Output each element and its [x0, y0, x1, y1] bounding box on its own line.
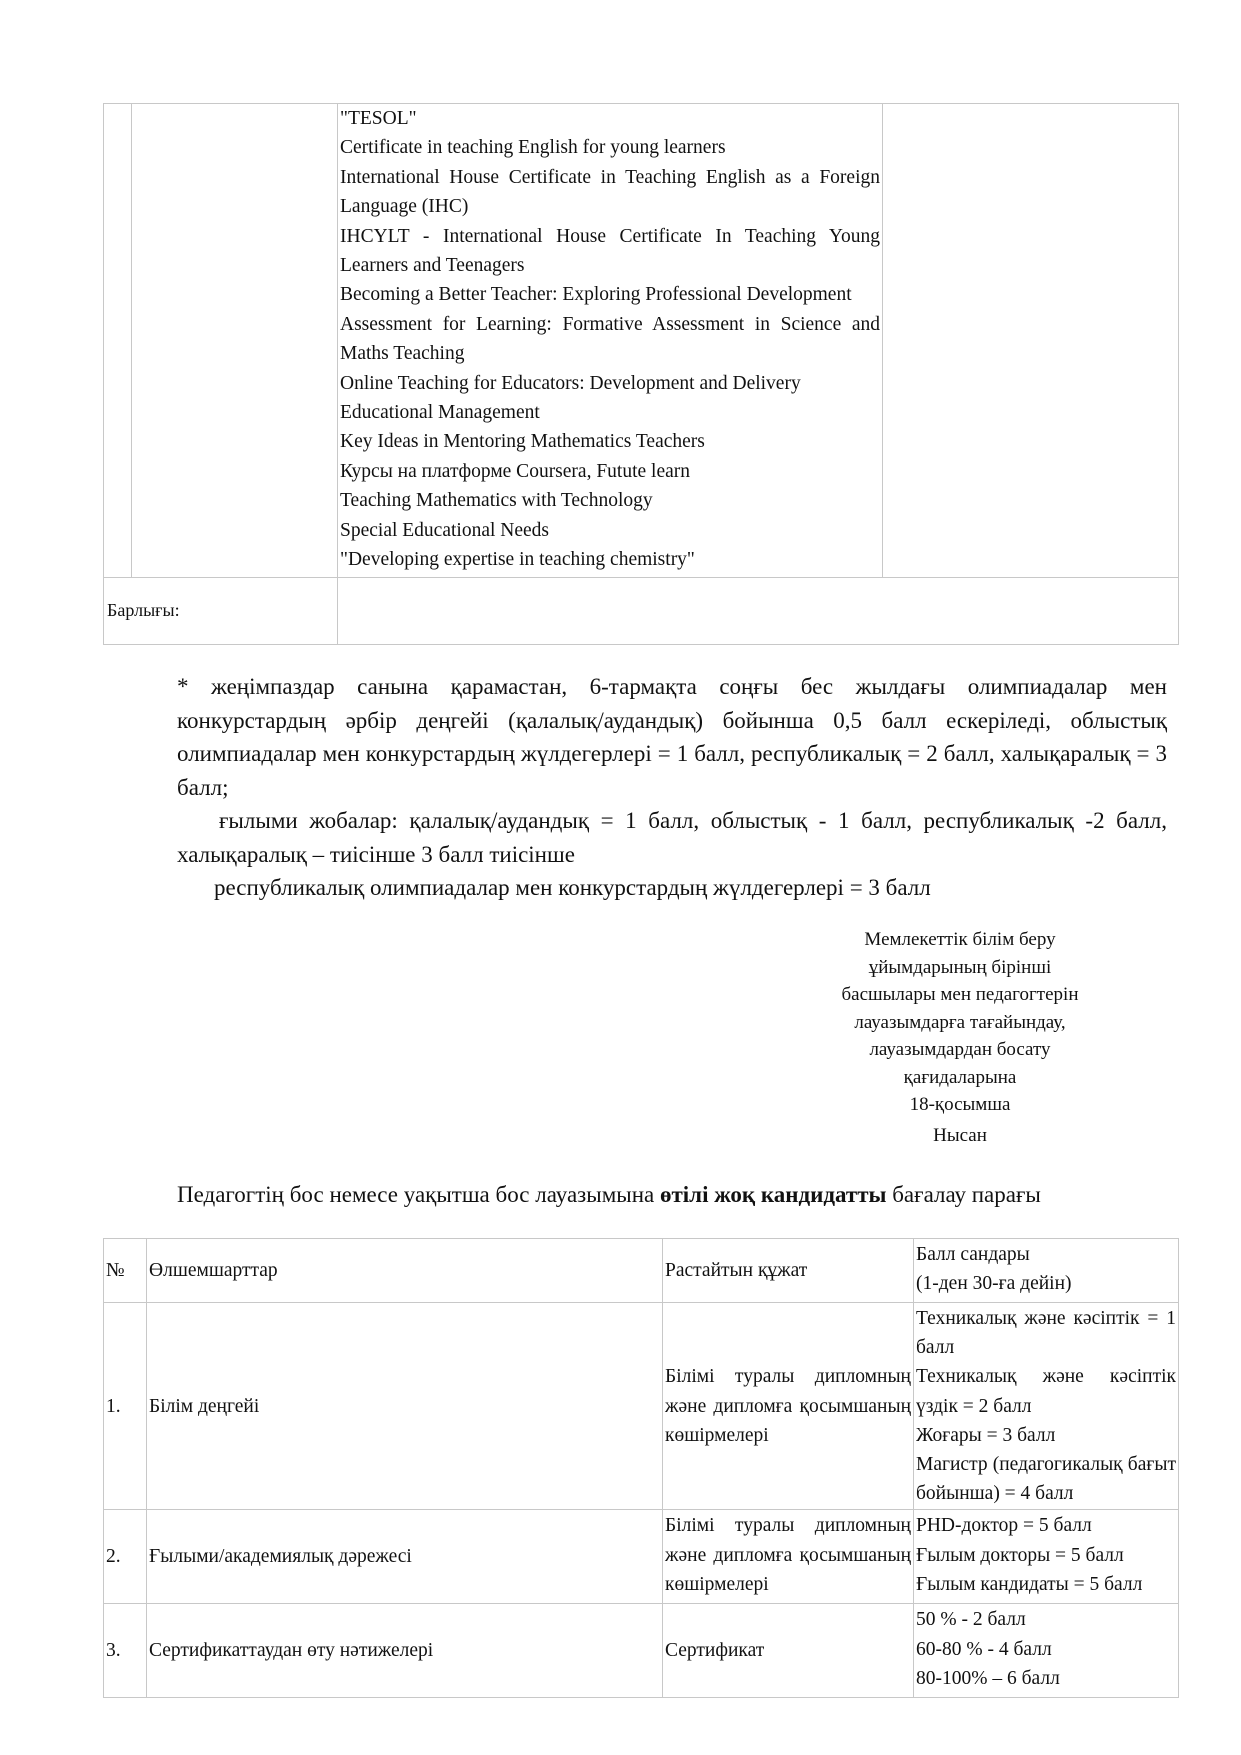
row-document: Сертификат: [663, 1604, 914, 1698]
appendix-line: лауазымдарға тағайындау,: [854, 1011, 1066, 1033]
header-document: Растайтын құжат: [663, 1239, 914, 1303]
empty-cell: [132, 104, 338, 578]
appendix-line: ұйымдарының бірінші: [868, 956, 1052, 978]
points-item: Магистр (педагогикалық бағыт бойынша) = 4 балл: [916, 1454, 1176, 1505]
row-document: Білімі туралы дипломның және дипломға қосымшаның көшірмелері: [663, 1510, 914, 1604]
sheet-title-before: Педагогтің бос немесе уақытша бос лауазымына: [177, 1182, 660, 1207]
sheet-title-after: бағалау парағы: [886, 1182, 1041, 1207]
row-num: 3.: [104, 1604, 147, 1698]
empty-cell: [883, 104, 1179, 578]
table-row: [104, 1510, 1179, 1604]
header-points: [914, 1239, 1179, 1303]
certificate-list: [338, 104, 883, 578]
sheet-title: [177, 1180, 1177, 1210]
certificate-item: Educational Management: [340, 402, 540, 424]
total-label: Барлығы:: [104, 577, 338, 644]
points-item: Ғылым докторы = 5 балл: [916, 1544, 1124, 1566]
appendix-line: басшылары мен педагогтерін: [841, 984, 1079, 1005]
points-item: Ғылым кандидаты = 5 балл: [916, 1573, 1143, 1595]
row-points: [914, 1303, 1179, 1510]
appendix-reference: [800, 926, 1120, 1149]
table-row: [104, 1604, 1179, 1698]
points-item: Техникалық және кәсіптік үздік = 2 балл: [916, 1366, 1176, 1417]
certificate-item: Teaching Mathematics with Technology: [340, 490, 653, 512]
header-num: №: [104, 1239, 147, 1303]
points-item: Техникалық және кәсіптік = 1 балл: [916, 1308, 1176, 1359]
row-points: [914, 1604, 1179, 1698]
header-criteria: Өлшемшарттар: [147, 1239, 663, 1303]
evaluation-table: [103, 1238, 1179, 1698]
empty-cell: [104, 104, 132, 578]
row-num: 1.: [104, 1303, 147, 1510]
certificate-item: Becoming a Better Teacher: Exploring Professional Development: [340, 284, 852, 306]
appendix-line: Мемлекеттік білім беру: [864, 929, 1056, 950]
total-row: [104, 577, 1179, 644]
table-header-row: [104, 1239, 1179, 1303]
points-item: 50 % - 2 балл: [916, 1609, 1026, 1631]
certificate-item: Special Educational Needs: [340, 519, 550, 541]
sheet-title-bold: өтілі жоқ кандидатты: [659, 1182, 887, 1207]
certificate-item: Certificate in teaching English for young learners: [340, 137, 726, 159]
row-criteria: Ғылыми/академиялық дәрежесі: [147, 1510, 663, 1604]
certificates-table: [103, 103, 1179, 645]
table-row: [104, 1303, 1179, 1510]
footnote-republican: республикалық олимпиадалар мен конкурстардың жүлдегерлері = 3 балл: [214, 875, 931, 900]
header-points-line: Балл сандары: [916, 1244, 1030, 1265]
certificates-row: [104, 104, 1179, 578]
certificate-item: Assessment for Learning: Formative Assessment in Science and Maths Teaching: [340, 313, 880, 365]
points-item: 80-100% – 6 балл: [916, 1667, 1060, 1689]
points-item: 60-80 % - 4 балл: [916, 1638, 1052, 1660]
total-value-cell: [338, 577, 1179, 644]
footnote-projects: ғылыми жобалар: қалалық/аудандық = 1 балл, облыстық - 1 балл, республикалық -2 балл, халықаралық – тиісінше 3 балл тиісінше: [177, 808, 1167, 867]
row-criteria: Білім деңгейі: [147, 1303, 663, 1510]
appendix-line: лауазымдардан босату: [869, 1039, 1051, 1060]
certificate-item: IHCYLT - International House Certificate In Teaching Young Learners and Teenagers: [340, 225, 880, 277]
certificate-item: International House Certificate in Teaching English as a Foreign Language (IHC): [340, 166, 880, 218]
form-label: Нысан: [933, 1124, 987, 1146]
footnote-olympiads: * жеңімпаздар санына қарамастан, 6-тармақта соңғы бес жылдағы олимпиадалар мен конкурстардың әрбір деңгейі (қалалық/аудандық) бойынша 0,5 балл ескеріледі, облыстық олимпиадалар мен конкурстардың жүлдегерлері = 1 балл, республикалық = 2 балл, халықаралық = 3 балл;: [177, 674, 1167, 800]
certificate-item: "TESOL": [340, 108, 417, 129]
certificate-item: Online Teaching for Educators: Development and Delivery: [340, 372, 801, 394]
row-num: 2.: [104, 1510, 147, 1604]
footnotes: [177, 670, 1167, 905]
row-document: Білімі туралы дипломның және дипломға қосымшаның көшірмелері: [663, 1303, 914, 1510]
header-points-line: (1-ден 30-ға дейін): [916, 1273, 1072, 1295]
points-item: PHD-доктор = 5 балл: [916, 1515, 1092, 1537]
certificate-item: Key Ideas in Mentoring Mathematics Teachers: [340, 431, 705, 453]
row-criteria: Сертификаттаудан өту нәтижелері: [147, 1604, 663, 1698]
appendix-line: қағидаларына: [903, 1066, 1017, 1088]
row-points: [914, 1510, 1179, 1604]
certificate-item: Курсы на платформе Coursera, Futute learn: [340, 460, 691, 482]
certificate-item: "Developing expertise in teaching chemistry": [340, 549, 695, 571]
appendix-line: 18-қосымша: [909, 1094, 1011, 1115]
points-item: Жоғары = 3 балл: [916, 1424, 1056, 1446]
